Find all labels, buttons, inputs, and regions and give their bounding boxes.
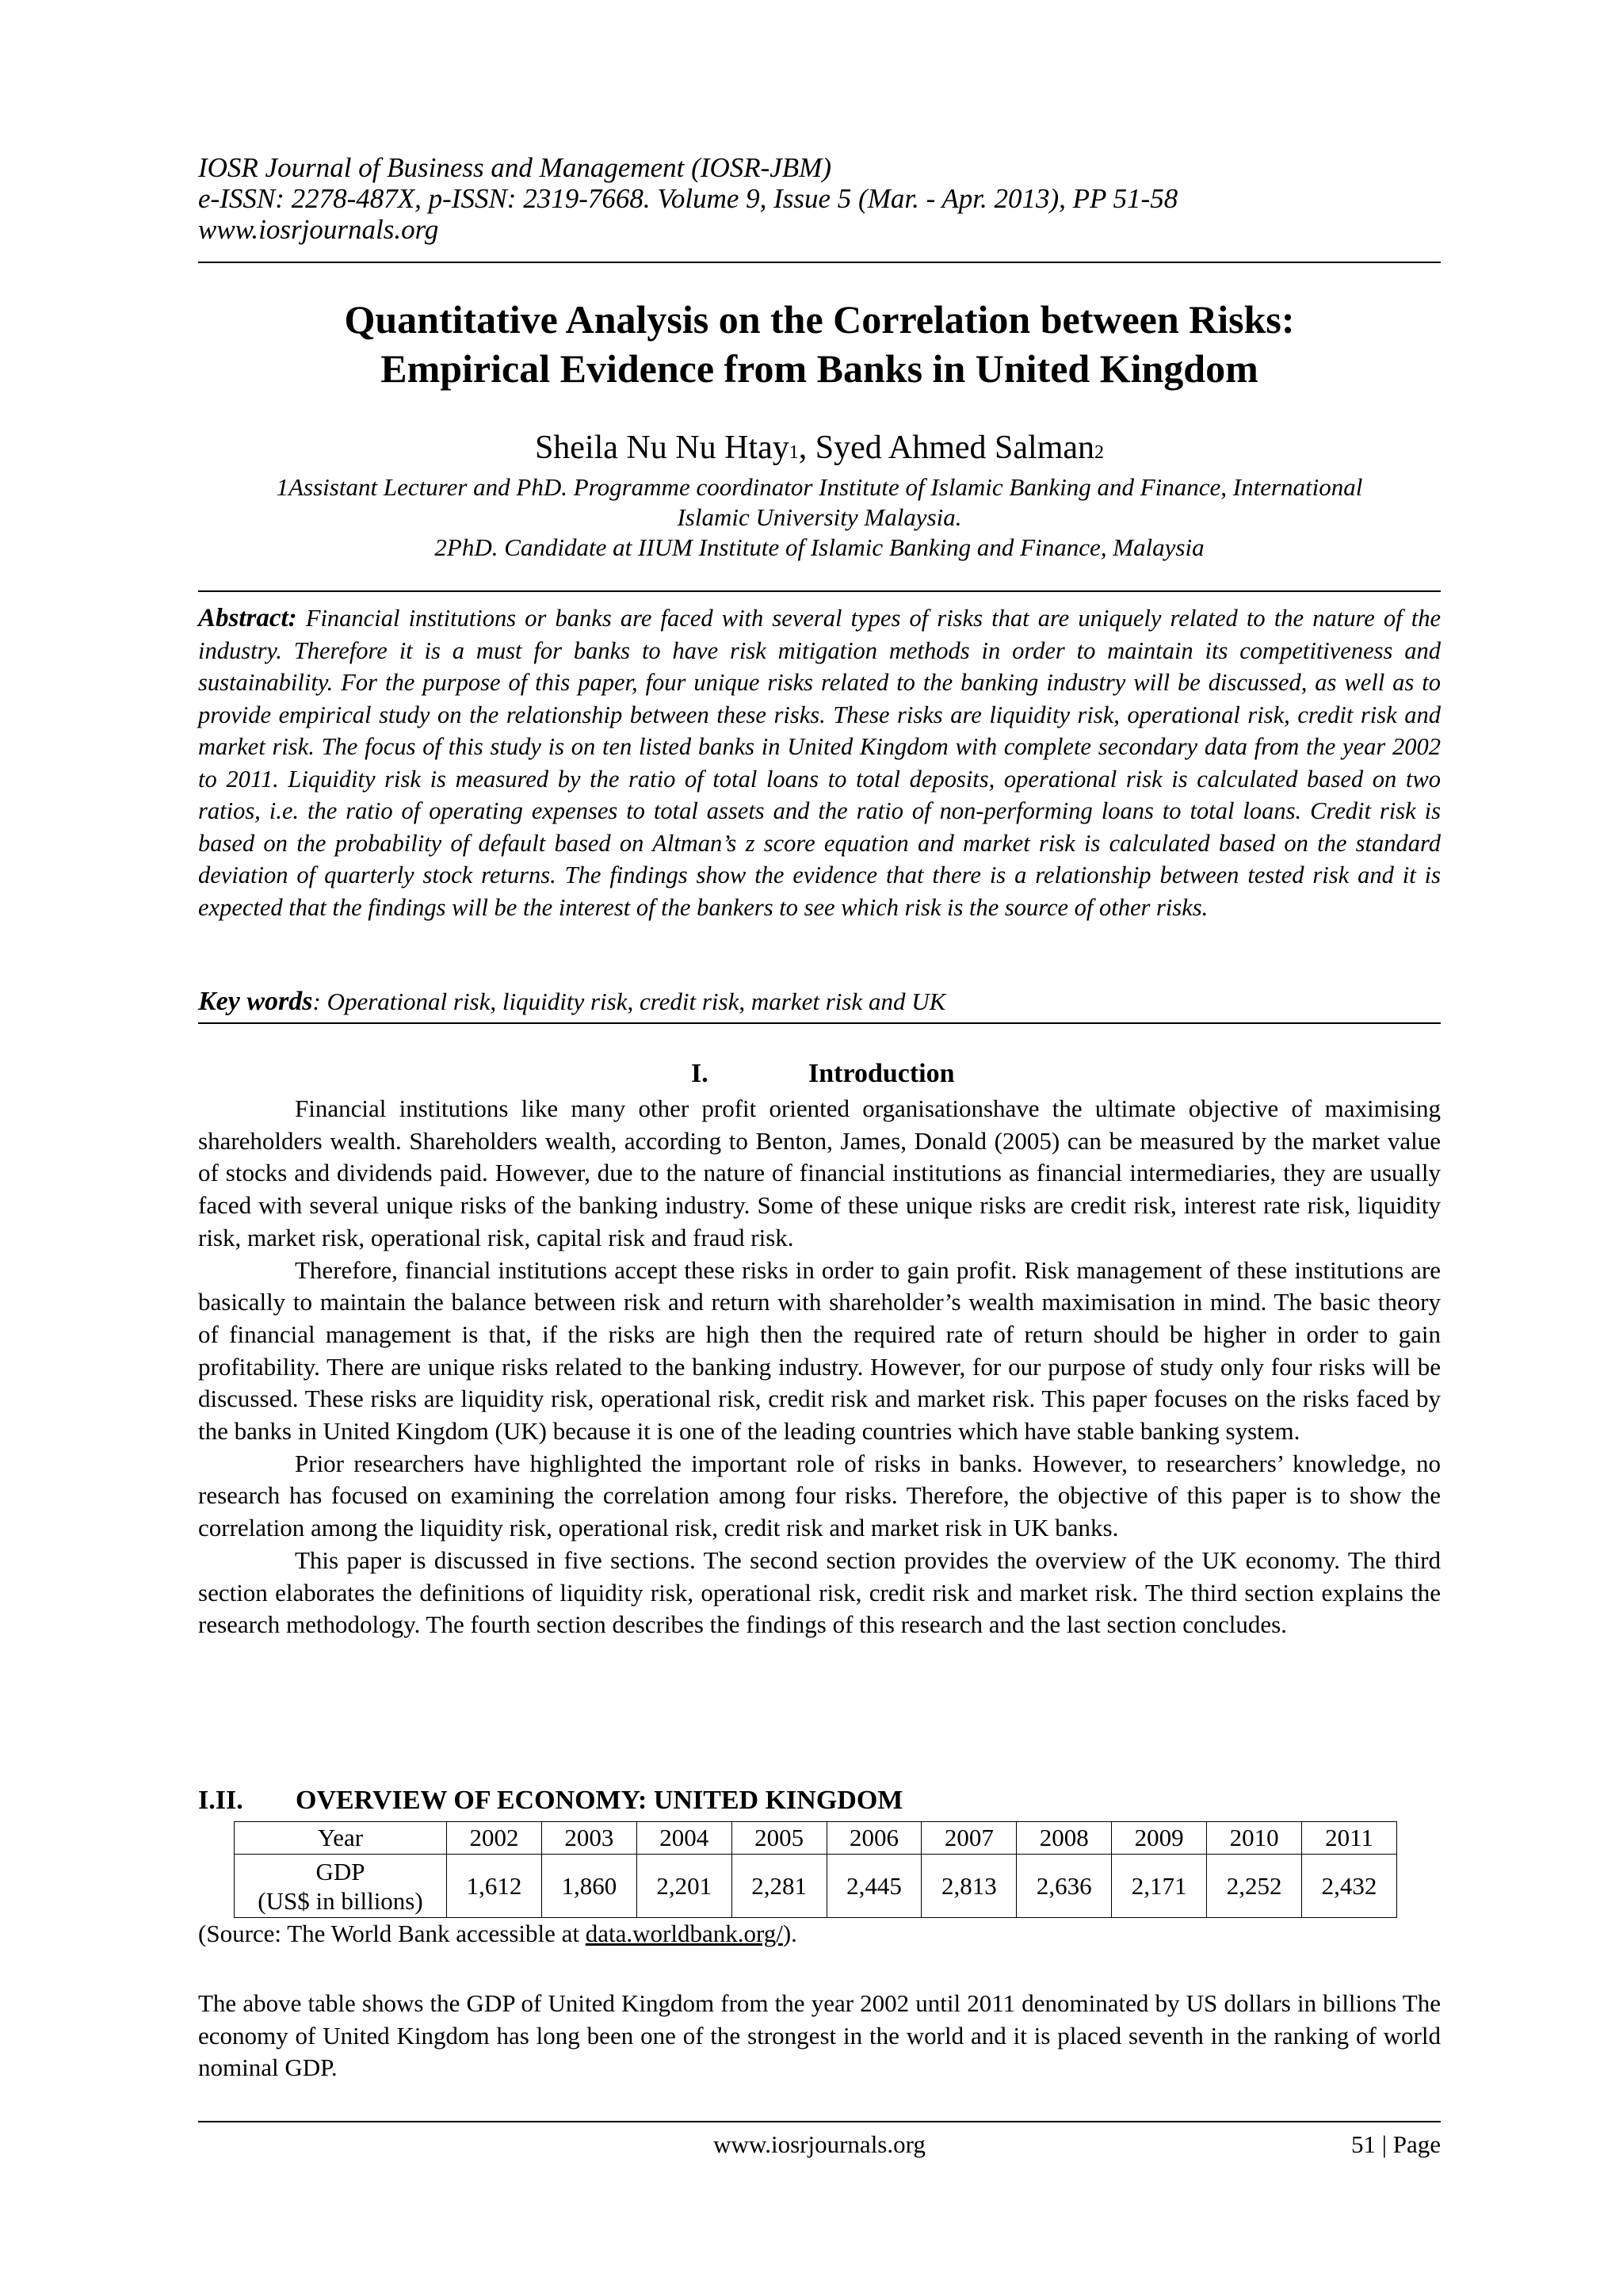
abstract-text: Financial institutions or banks are faced with several types of risks that are uniquely related to the nature of the industry. Therefore it is a must for banks to have risk mitigation methods in order to maintain its competitiveness and sustainability. For the purpose of this paper, four unique risks related to the banking industry will be discussed, as well as to provide empirical study on the relationship between these risks. These risks are liquidity risk, operational risk, credit risk and market risk. The focus of this study is on ten listed banks in United Kingdom with complete secondary data from the year 2002 to 2011. Liquidity risk is measured by the ratio of total loans to total deposits, operational risk is calculated based on two ratios, i.e. the ratio of operating expenses to total assets and the ratio of non-performing loans to total loans. Credit risk is based on the probability of default based on Altman’s z score equation and market risk is calculated based on the standard deviation of quarterly stock returns. The findings show the evidence that there is a relationship between tested risk and it is expected that the findings will be the interest of the bankers to see which risk is the source of other risks. — [198, 605, 1442, 921]
source-prefix: (Source: The World Bank accessible at — [198, 1920, 586, 1947]
section-title: OVERVIEW OF ECONOMY: UNITED KINGDOM — [296, 1786, 903, 1815]
author-1-mark: 1 — [789, 442, 799, 463]
affiliations — [198, 472, 1441, 563]
source-link[interactable]: data.worldbank.org/ — [585, 1920, 783, 1947]
abstract-bottom-rule — [198, 1022, 1441, 1024]
affiliation-line-3: 2PhD. Candidate at IIUM Institute of Islamic Banking and Finance, Malaysia — [434, 533, 1205, 561]
author-2-mark: 2 — [1094, 442, 1105, 463]
gdp-value-cell: 1,860 — [541, 1855, 636, 1918]
abstract-top-rule — [198, 590, 1441, 592]
year-cell: 2006 — [827, 1822, 922, 1855]
source-suffix: ). — [782, 1920, 797, 1947]
affiliation-line-1: 1Assistant Lecturer and PhD. Programme coordinator Institute of Islamic Banking and Finance, International — [276, 473, 1363, 501]
keywords-colon: : — [312, 988, 321, 1015]
affiliation-line-2: Islamic University Malaysia. — [677, 503, 962, 531]
gdp-value-cell: 2,445 — [827, 1855, 922, 1918]
footer-website: www.iosrjournals.org — [713, 2130, 926, 2158]
year-cell: 2005 — [731, 1822, 827, 1855]
section-number: I. — [691, 1059, 708, 1088]
paragraph: This paper is discussed in five sections. The second section provides the overview of the UK economy. The third section elaborates the definitions of liquidity risk, operational risk, credit risk and market risk. The third section explains the research methodology. The fourth section describes the findings of this research and the last section concludes. — [198, 1545, 1441, 1639]
author-list — [198, 428, 1441, 472]
journal-issn: e-ISSN: 2278-487X, p-ISSN: 2319-7668. Volume 9, Issue 5 (Mar. - Apr. 2013), PP 51-58 — [198, 183, 1178, 214]
keywords-text: Operational risk, liquidity risk, credit risk, market risk and UK — [320, 988, 946, 1015]
section-title: Introduction — [808, 1059, 955, 1088]
gdp-value-cell: 2,432 — [1302, 1855, 1397, 1918]
row-label-cell — [235, 1855, 447, 1918]
paragraph: Financial institutions like many other profit oriented organisationshave the ultimate objective of maximising shareholders wealth. Shareholders wealth, according to Benton, James, Donald (2005) can be measured by the market value of stocks and dividends paid. However, due to the nature of financial institutions as financial intermediaries, they are usually faced with several unique risks of the banking industry. Some of these unique risks are credit risk, interest rate risk, liquidity risk, market risk, operational risk, capital risk and fraud risk. — [198, 1095, 1441, 1251]
table-row — [235, 1855, 1397, 1918]
gdp-value-cell: 2,636 — [1017, 1855, 1112, 1918]
title-line-2: Empirical Evidence from Banks in United Kingdom — [380, 346, 1258, 391]
row-label-line-2: (US$ in billions) — [258, 1886, 423, 1915]
table-row — [235, 1822, 1397, 1855]
keywords-label: Key words — [198, 987, 313, 1016]
paragraph: Prior researchers have highlighted the important role of risks in banks. However, to researchers’ knowledge, no research has focused on examining the correlation among four risks. Therefore, the objective of this paper is to show the correlation among the liquidity risk, operational risk, credit risk and market risk in UK banks. — [198, 1449, 1441, 1542]
gdp-table — [234, 1821, 1397, 1918]
abstract — [198, 602, 1441, 923]
abstract-label: Abstract: — [198, 604, 297, 632]
title-line-1: Quantitative Analysis on the Correlation between Risks: — [344, 297, 1295, 342]
paper-title — [198, 295, 1441, 393]
year-cell: 2009 — [1112, 1822, 1207, 1855]
summary-paragraph: The above table shows the GDP of United Kingdom from the year 2002 until 2011 denominated by US dollars in billions The economy of United Kingdom has long been one of the strongest in the world and it is placed seventh in the ranking of world nominal GDP. — [198, 1989, 1441, 2081]
header-rule — [198, 262, 1441, 263]
row-label-line-1: GDP — [315, 1857, 365, 1885]
year-cell: 2002 — [447, 1822, 542, 1855]
footer-rule — [198, 2121, 1441, 2122]
journal-header — [198, 152, 1441, 245]
gdp-value-cell: 2,252 — [1207, 1855, 1302, 1918]
gdp-value-cell: 2,201 — [636, 1855, 731, 1918]
year-cell: 2011 — [1302, 1822, 1397, 1855]
table-header-cell: Year — [235, 1822, 447, 1855]
page-number: 51 | Page — [1351, 2130, 1441, 2158]
author-1: Sheila Nu Nu Htay — [534, 430, 789, 466]
journal-website: www.iosrjournals.org — [198, 214, 439, 245]
paragraph: Therefore, financial institutions accept these risks in order to gain profit. Risk management of these institutions are basically to maintain the balance between risk and return with shareholder’s wealth maximisation in mind. The basic theory of financial management is that, if the risks are high then the required rate of return should be higher in order to gain profitability. There are unique risks related to the banking industry. However, for our purpose of study only four risks will be discussed. These risks are liquidity risk, operational risk, credit risk and market risk. This paper focuses on the risks faced by the banks in United Kingdom (UK) because it is one of the leading countries which have stable banking system. — [198, 1255, 1441, 1446]
introduction-body — [198, 1093, 1441, 1641]
author-separator: , — [798, 430, 815, 466]
year-cell: 2003 — [541, 1822, 636, 1855]
gdp-value-cell: 2,171 — [1112, 1855, 1207, 1918]
year-cell: 2010 — [1207, 1822, 1302, 1855]
journal-name: IOSR Journal of Business and Management (IOSR-JBM) — [198, 152, 831, 183]
year-cell: 2008 — [1017, 1822, 1112, 1855]
keywords — [198, 986, 1441, 1018]
year-cell: 2007 — [922, 1822, 1017, 1855]
section-number: I.II. — [198, 1786, 243, 1815]
table-source — [198, 1918, 1441, 1950]
author-2: Syed Ahmed Salman — [815, 430, 1095, 466]
gdp-value-cell: 2,281 — [731, 1855, 827, 1918]
year-cell: 2004 — [636, 1822, 731, 1855]
gdp-value-cell: 2,813 — [922, 1855, 1017, 1918]
gdp-value-cell: 1,612 — [447, 1855, 542, 1918]
